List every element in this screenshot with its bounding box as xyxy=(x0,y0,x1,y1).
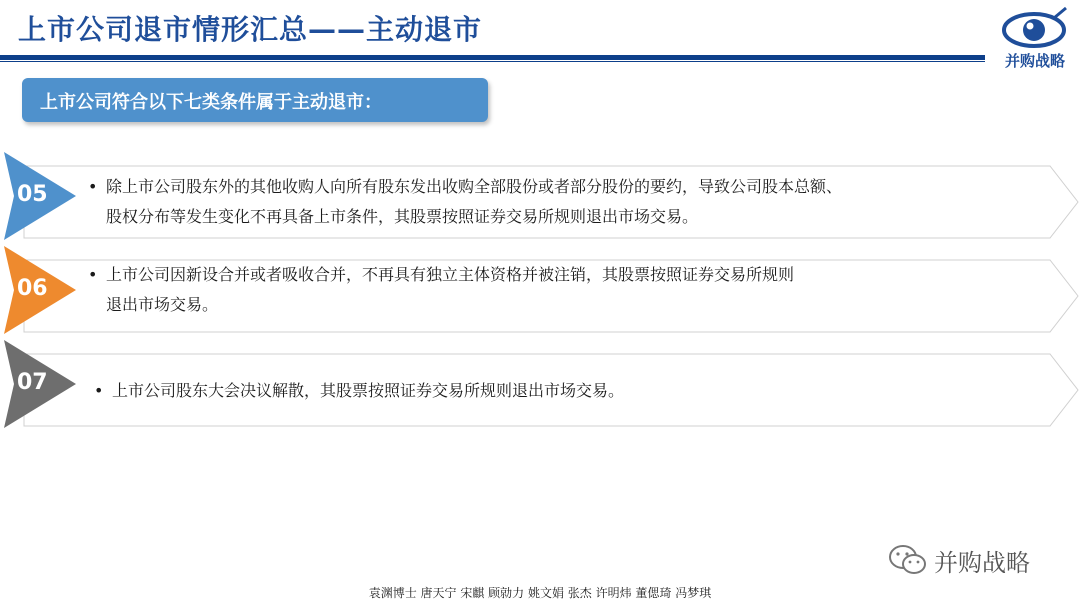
wechat-icon xyxy=(888,543,928,577)
logo-text: 并购战略 xyxy=(1004,52,1065,70)
bullet-dot: • xyxy=(94,381,104,400)
watermark-text: 并购战略 xyxy=(934,548,1030,577)
item-text xyxy=(88,260,794,320)
authors-footer: 袁渊博士 唐天宁 宋麒 顾勍力 姚文娟 张杰 许明炜 董偲琦 冯梦琪 xyxy=(368,586,712,600)
title-rule-thin xyxy=(0,61,985,62)
item-number: 06 xyxy=(17,276,48,301)
watermark xyxy=(888,540,1030,580)
bullet-dot: • xyxy=(88,265,98,284)
bullet-dot: • xyxy=(88,177,98,196)
subtitle-box xyxy=(22,78,488,122)
item-text xyxy=(94,376,624,406)
item-text xyxy=(88,172,842,232)
item-number: 05 xyxy=(17,182,48,207)
list-item-05 xyxy=(0,152,1080,242)
item-line: 上市公司股东大会决议解散，其股票按照证券交易所规则退出市场交易。 xyxy=(112,381,625,400)
slide-title: 上市公司退市情形汇总——主动退市 xyxy=(18,13,483,46)
subtitle-text: 上市公司符合以下七类条件属于主动退市： xyxy=(40,92,382,113)
title-rule xyxy=(0,55,985,60)
item-line: 股权分布等发生变化不再具备上市条件，其股票按照证券交易所规则退出市场交易。 xyxy=(106,207,699,226)
item-line: 退出市场交易。 xyxy=(106,295,219,314)
list-item-07 xyxy=(0,340,1080,430)
item-line: 除上市公司股东外的其他收购人向所有股东发出收购全部股份或者部分股份的要约，导致公司股本总额、 xyxy=(106,177,843,196)
item-line: 上市公司因新设合并或者吸收合并，不再具有独立主体资格并被注销，其股票按照证券交易所规则 xyxy=(106,265,795,284)
list-item-06 xyxy=(0,246,1080,336)
item-number: 07 xyxy=(17,370,48,395)
